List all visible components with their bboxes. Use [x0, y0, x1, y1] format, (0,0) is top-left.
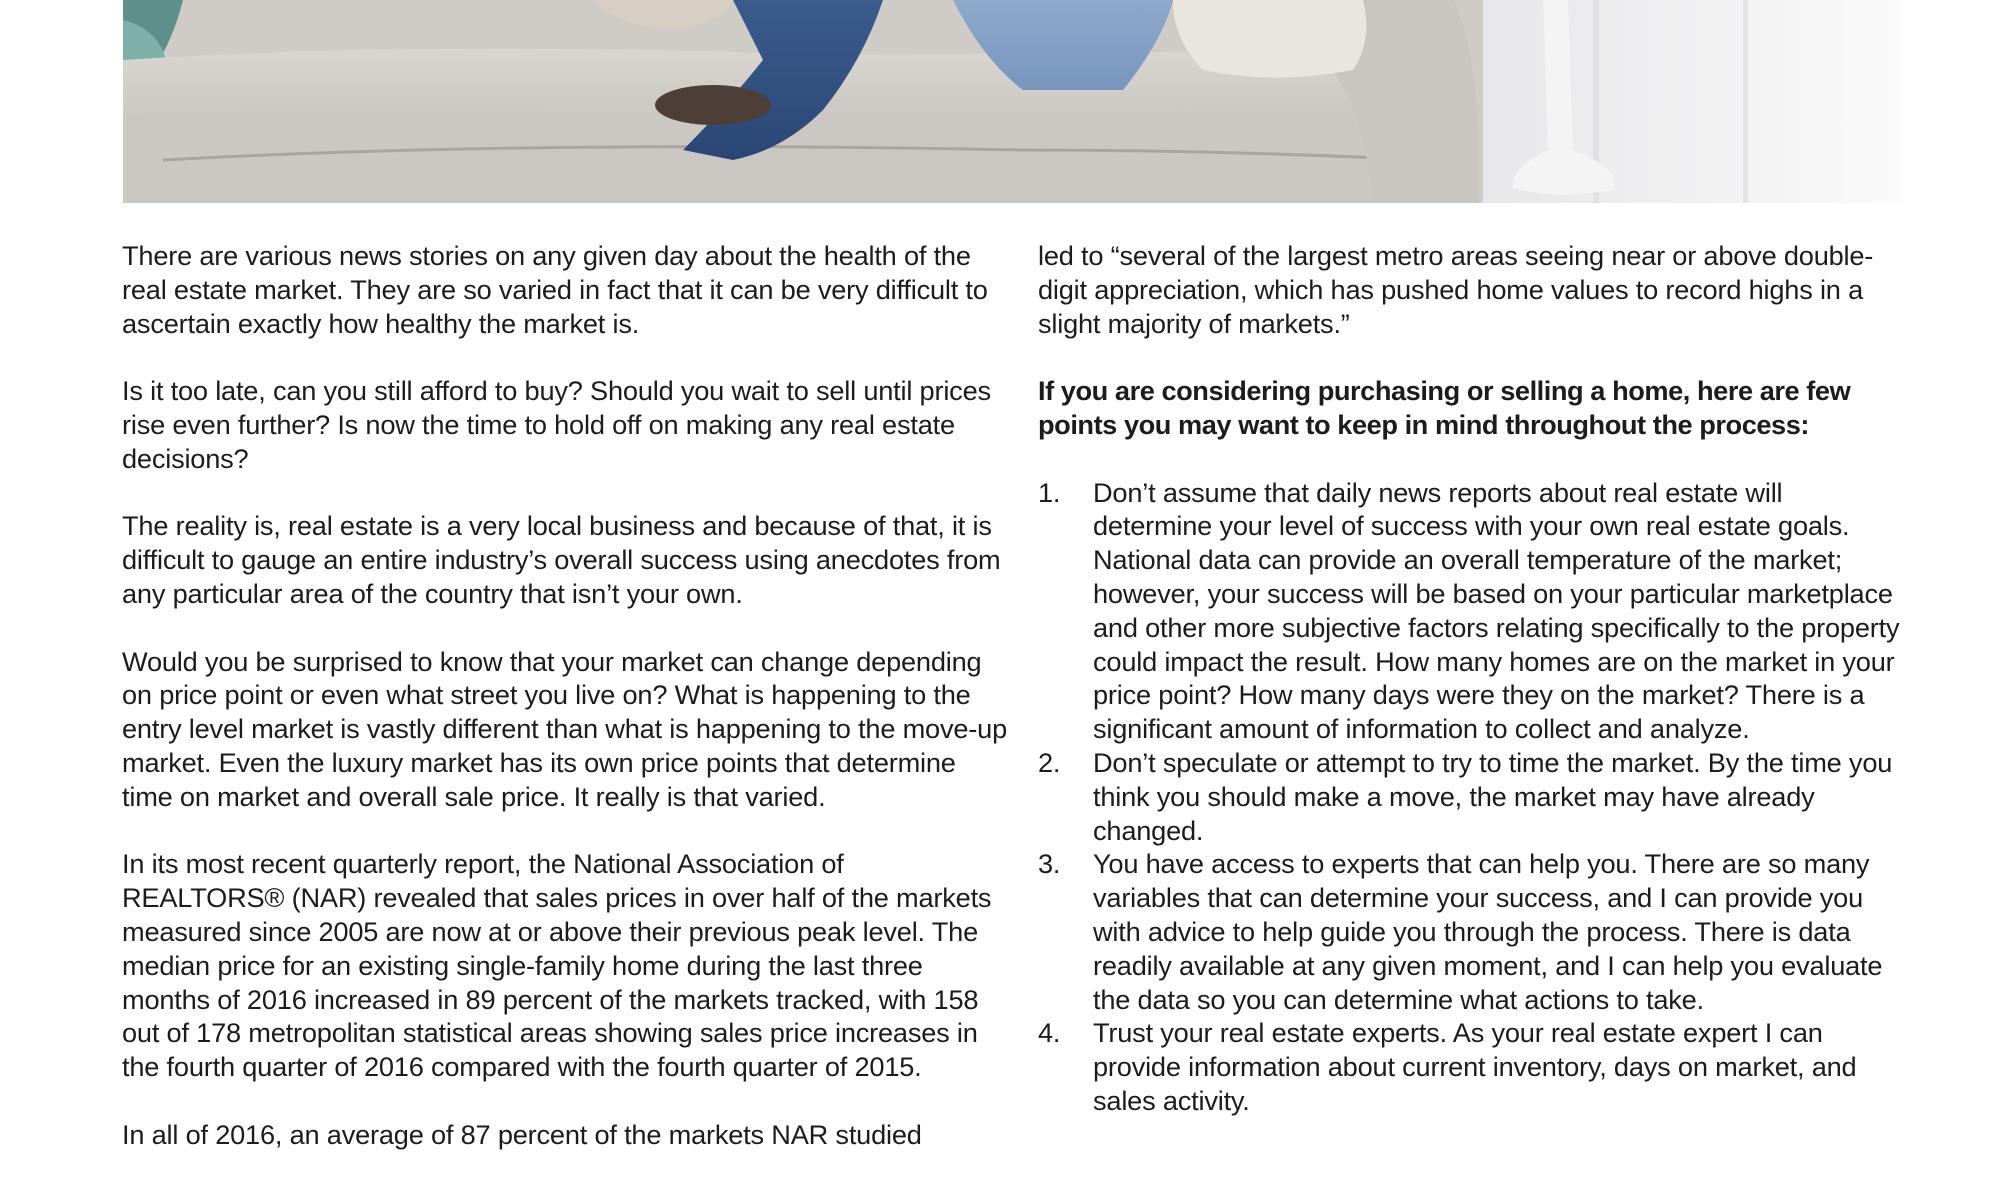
living-room-couple-on-sofa-photo: [123, 0, 1901, 203]
tips-list: [1038, 476, 1908, 1118]
left-column: [122, 239, 1012, 1185]
list-item: [1038, 476, 1908, 746]
list-number: 2.: [1038, 746, 1061, 778]
paragraph-continuation: led to “several of the largest metro areas seeing near or above double-digit appreciation, which has pushed home values to record highs in a slight majority of markets.”: [1038, 240, 1874, 339]
list-text: Don’t speculate or attempt to try to time the market. By the time you think you should make a move, the market may have already changed.: [1093, 746, 1893, 846]
list-item: [1038, 746, 1908, 847]
list-text: You have access to experts that can help you. There are so many variables that can determine your success, and I can provide you with advice to help guide you through the process. There is data readily available at any given moment, and I can help you evaluate the data so you can determine what actions to take.: [1093, 848, 1883, 1015]
list-text: Don’t assume that daily news reports about real estate will determine your level of success with your own real estate goals. National data can provide an overall temperature of the market; however, your success will be based on your particular marketplace and other more subjective factors relating specifically to the property could impact the result. How many homes are on the market in your price point? How many days were they on the market? There is a significant amount of information to collect and analyze.: [1093, 476, 1900, 745]
list-item: [1038, 1016, 1908, 1117]
paragraph-local-business: The reality is, real estate is a very local business and because of that, it is difficult to gauge an entire industry’s overall success using anecdotes from any particular area of the country that isn’t your own.: [122, 510, 1001, 609]
list-text: Trust your real estate experts. As your real estate expert I can provide information about current inventory, days on market, and sales activity.: [1093, 1017, 1857, 1116]
paragraph-intro: There are various news stories on any given day about the health of the real estate market. They are so varied in fact that it can be very difficult to ascertain exactly how healthy the market is.: [122, 240, 988, 339]
tips-heading: If you are considering purchasing or selling a home, here are few points you may want to keep in mind throughout the process:: [1038, 375, 1851, 440]
list-number: 3.: [1038, 848, 1061, 880]
paragraph-price-point: Would you be surprised to know that your market can change depending on price point or even what street you live on? What is happening to the entry level market is vastly different than what is happening to the move-up market. Even the luxury market has its own price points that determine time on market and overall sale price. It really is that varied.: [122, 645, 1007, 812]
list-item: [1038, 847, 1908, 1016]
paragraph-nar-report: In its most recent quarterly report, the National Association of REALTORS® (NAR) revealed that sales prices in over half of the markets measured since 2005 are now at or above their previous peak level. The median price for an existing single-family home during the last three months of 2016 increased in 89 percent of the markets tracked, with 158 out of 178 metropolitan statistical areas showing sales price increases in the fourth quarter of 2016 compared with the fourth quarter of 2015.: [122, 848, 992, 1083]
list-number: 1.: [1038, 476, 1061, 508]
right-column: [1038, 239, 1908, 1118]
paragraph-2016-average: In all of 2016, an average of 87 percent of the markets NAR studied: [122, 1118, 922, 1150]
header-photo: [123, 0, 1901, 203]
paragraph-questions: Is it too late, can you still afford to buy? Should you wait to sell until prices rise even further? Is now the time to hold off on making any real estate decisions?: [122, 375, 991, 474]
list-number: 4.: [1038, 1017, 1061, 1049]
